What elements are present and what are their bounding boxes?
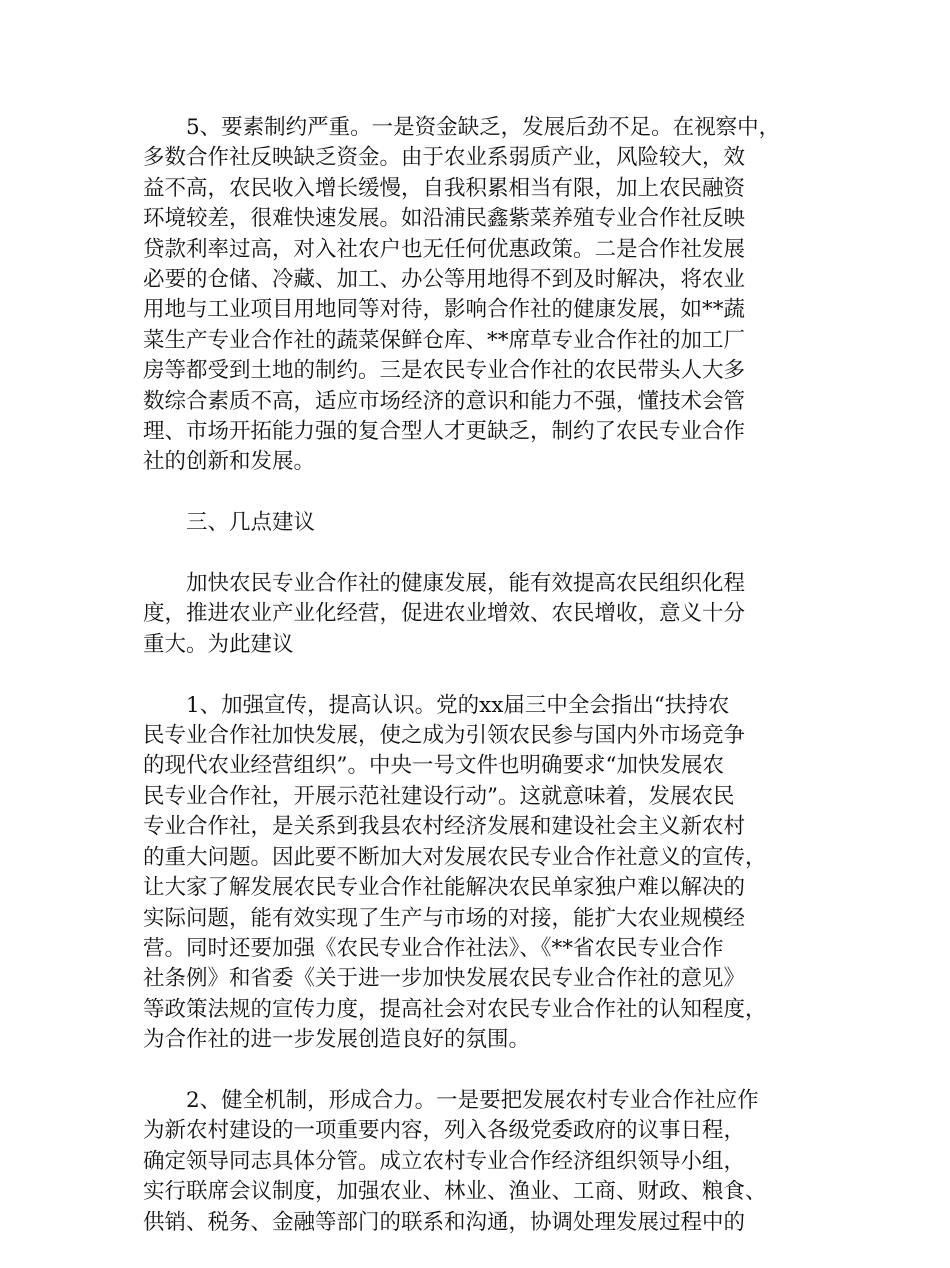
text-line: 2、健全机制，形成合力。一是要把发展农村专业合作社应作 <box>186 1087 759 1113</box>
text-line: 数综合素质不高，适应市场经济的意识和能力不强，懂技术会管 <box>143 388 746 414</box>
text-line: 贷款利率过高，对入社农户也无任何优惠政策。二是合作社发展 <box>143 236 746 262</box>
section-heading-suggestions <box>143 508 808 538</box>
text-line: 社条例》和省委《关于进一步加快发展农民专业合作社的意见》 <box>143 966 746 992</box>
text-line: 让大家了解发展农民专业合作社能解决农民单家独户难以解决的 <box>143 875 746 901</box>
text-line: 社的创新和发展。 <box>143 449 316 475</box>
document-page <box>143 113 808 1268</box>
text-line: 1、加强宣传，提高认识。党的xx届三中全会指出“扶持农 <box>186 692 730 718</box>
text-line: 必要的仓储、冷藏、加工、办公等用地得不到及时解决，将农业 <box>143 267 746 293</box>
text-line: 加快农民专业合作社的健康发展，能有效提高农民组织化程 <box>186 571 746 597</box>
section-heading: 三、几点建议 <box>186 510 316 536</box>
text-line: 确定领导同志具体分管。成立农村专业合作经济组织领导小组， <box>143 1148 746 1174</box>
text-line: 民专业合作社，开展示范社建设行动”。这就意味着，发展农民 <box>143 783 735 809</box>
text-line: 为合作社的进一步发展创造良好的氛围。 <box>143 1027 531 1053</box>
text-line: 为新农村建设的一项重要内容，列入各级党委政府的议事日程， <box>143 1118 746 1144</box>
text-line: 供销、税务、金融等部门的联系和沟通，协调处理发展过程中的 <box>143 1209 746 1235</box>
text-line: 的重大问题。因此要不断加大对发展农民专业合作社意义的宣传， <box>143 844 767 870</box>
text-line: 益不高，农民收入增长缓慢，自我积累相当有限，加上农民融资 <box>143 175 746 201</box>
text-line: 5、要素制约严重。一是资金缺乏，发展后劲不足。在视察中， <box>186 115 781 140</box>
text-line: 用地与工业项目用地同等对待，影响合作社的健康发展，如**蔬 <box>143 297 746 323</box>
text-line: 实行联席会议制度，加强农业、林业、渔业、工商、财政、粮食、 <box>143 1179 767 1205</box>
paragraph-intro-suggestions <box>143 569 808 660</box>
text-line: 重大。为此建议 <box>143 631 294 657</box>
text-line: 实际问题，能有效实现了生产与市场的对接，能扩大农业规模经 <box>143 905 746 931</box>
text-line: 等政策法规的宣传力度，提高社会对农民专业合作社的认知程度， <box>143 996 767 1022</box>
text-line: 环境较差，很难快速发展。如沿浦民鑫紫菜养殖专业合作社反映 <box>143 206 746 232</box>
text-line: 专业合作社，是关系到我县农村经济发展和建设社会主义新农村 <box>143 814 746 840</box>
paragraph-factor-constraints <box>143 113 808 478</box>
text-line: 菜生产专业合作社的蔬菜保鲜仓库、**席草专业合作社的加工厂 <box>143 327 746 353</box>
text-line: 度，推进农业产业化经营，促进农业增效、农民增收，意义十分 <box>143 601 746 627</box>
text-line: 理、市场开拓能力强的复合型人才更缺乏，制约了农民专业合作 <box>143 419 746 445</box>
text-line: 房等都受到土地的制约。三是农民专业合作社的农民带头人大多 <box>143 358 746 384</box>
text-line: 民专业合作社加快发展，使之成为引领农民参与国内外市场竞争 <box>143 723 746 749</box>
text-line: 营。同时还要加强《农民专业合作社法》、《**省农民专业合作 <box>143 935 724 961</box>
paragraph-mechanism <box>143 1086 808 1238</box>
text-line: 多数合作社反映缺乏资金。由于农业系弱质产业，风险较大，效 <box>143 145 746 171</box>
text-line: 的现代农业经营组织”。中央一号文件也明确要求“加快发展农 <box>143 753 724 779</box>
paragraph-publicity <box>143 691 808 1056</box>
